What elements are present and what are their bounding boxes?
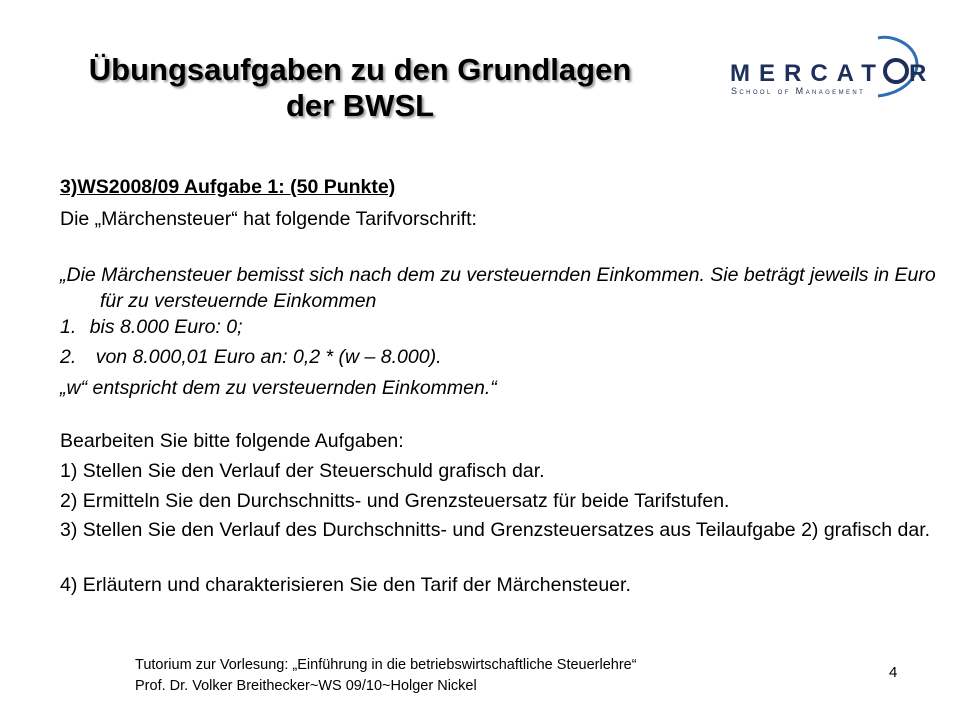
slide-title	[60, 52, 660, 124]
mercator-logo-graphic	[728, 34, 928, 104]
quote-item-1	[60, 315, 243, 341]
slide-title-line2: der BWSL	[285, 88, 435, 123]
quote-item-2	[60, 345, 442, 371]
slide-title-line1: Übungsaufgaben zu den Grundlagen	[88, 52, 632, 87]
page-number: 4	[889, 664, 898, 681]
task-item-1: 1) Stellen Sie den Verlauf der Steuerschuld grafisch dar.	[60, 460, 545, 482]
footer-line2: Prof. Dr. Volker Breithecker~WS 09/10~Holger Nickel	[135, 678, 477, 694]
task-item-4: 4) Erläutern und charakterisieren Sie den Tarif der Märchensteuer.	[60, 574, 631, 596]
logo-name-right: R	[909, 60, 927, 87]
logo-letter-o	[885, 60, 907, 82]
intro-text: Die „Märchensteuer“ hat folgende Tarifvorschrift:	[60, 208, 477, 230]
quote-item-1-num: 1.	[60, 316, 77, 338]
quote-item-2-text: von 8.000,01 Euro an: 0,2 * (w – 8.000).	[95, 346, 442, 368]
quote-closing: „w“ entspricht dem zu versteuernden Einkommen.“	[60, 377, 497, 399]
task-item-3: 3) Stellen Sie den Verlauf des Durchschnitts- und Grenzsteuersatzes aus Teilaufgabe 2) grafisch dar.	[60, 519, 931, 541]
task-item-2: 2) Ermitteln Sie den Durchschnitts- und Grenzsteuersatz für beide Tarifstufen.	[60, 490, 730, 512]
mercator-logo	[728, 34, 928, 104]
slide-footer	[135, 655, 637, 697]
logo-subtitle: School of Management	[731, 86, 866, 96]
task-intro: Bearbeiten Sie bitte folgende Aufgaben:	[60, 430, 404, 452]
quote-text: „Die Märchensteuer bemisst sich nach dem zu versteuernden Einkommen. Sie beträgt jeweils in Euro für zu versteuernde Einkommen	[60, 264, 936, 312]
task-heading: 3)WS2008/09 Aufgabe 1: (50 Punkte)	[60, 176, 396, 198]
logo-name-left: MERCAT	[730, 60, 885, 87]
quote-item-1-text: bis 8.000 Euro: 0;	[89, 316, 243, 338]
footer-line1: Tutorium zur Vorlesung: „Einführung in die betriebswirtschaftliche Steuerlehre“	[135, 657, 637, 673]
quote-item-2-num: 2.	[60, 346, 77, 368]
